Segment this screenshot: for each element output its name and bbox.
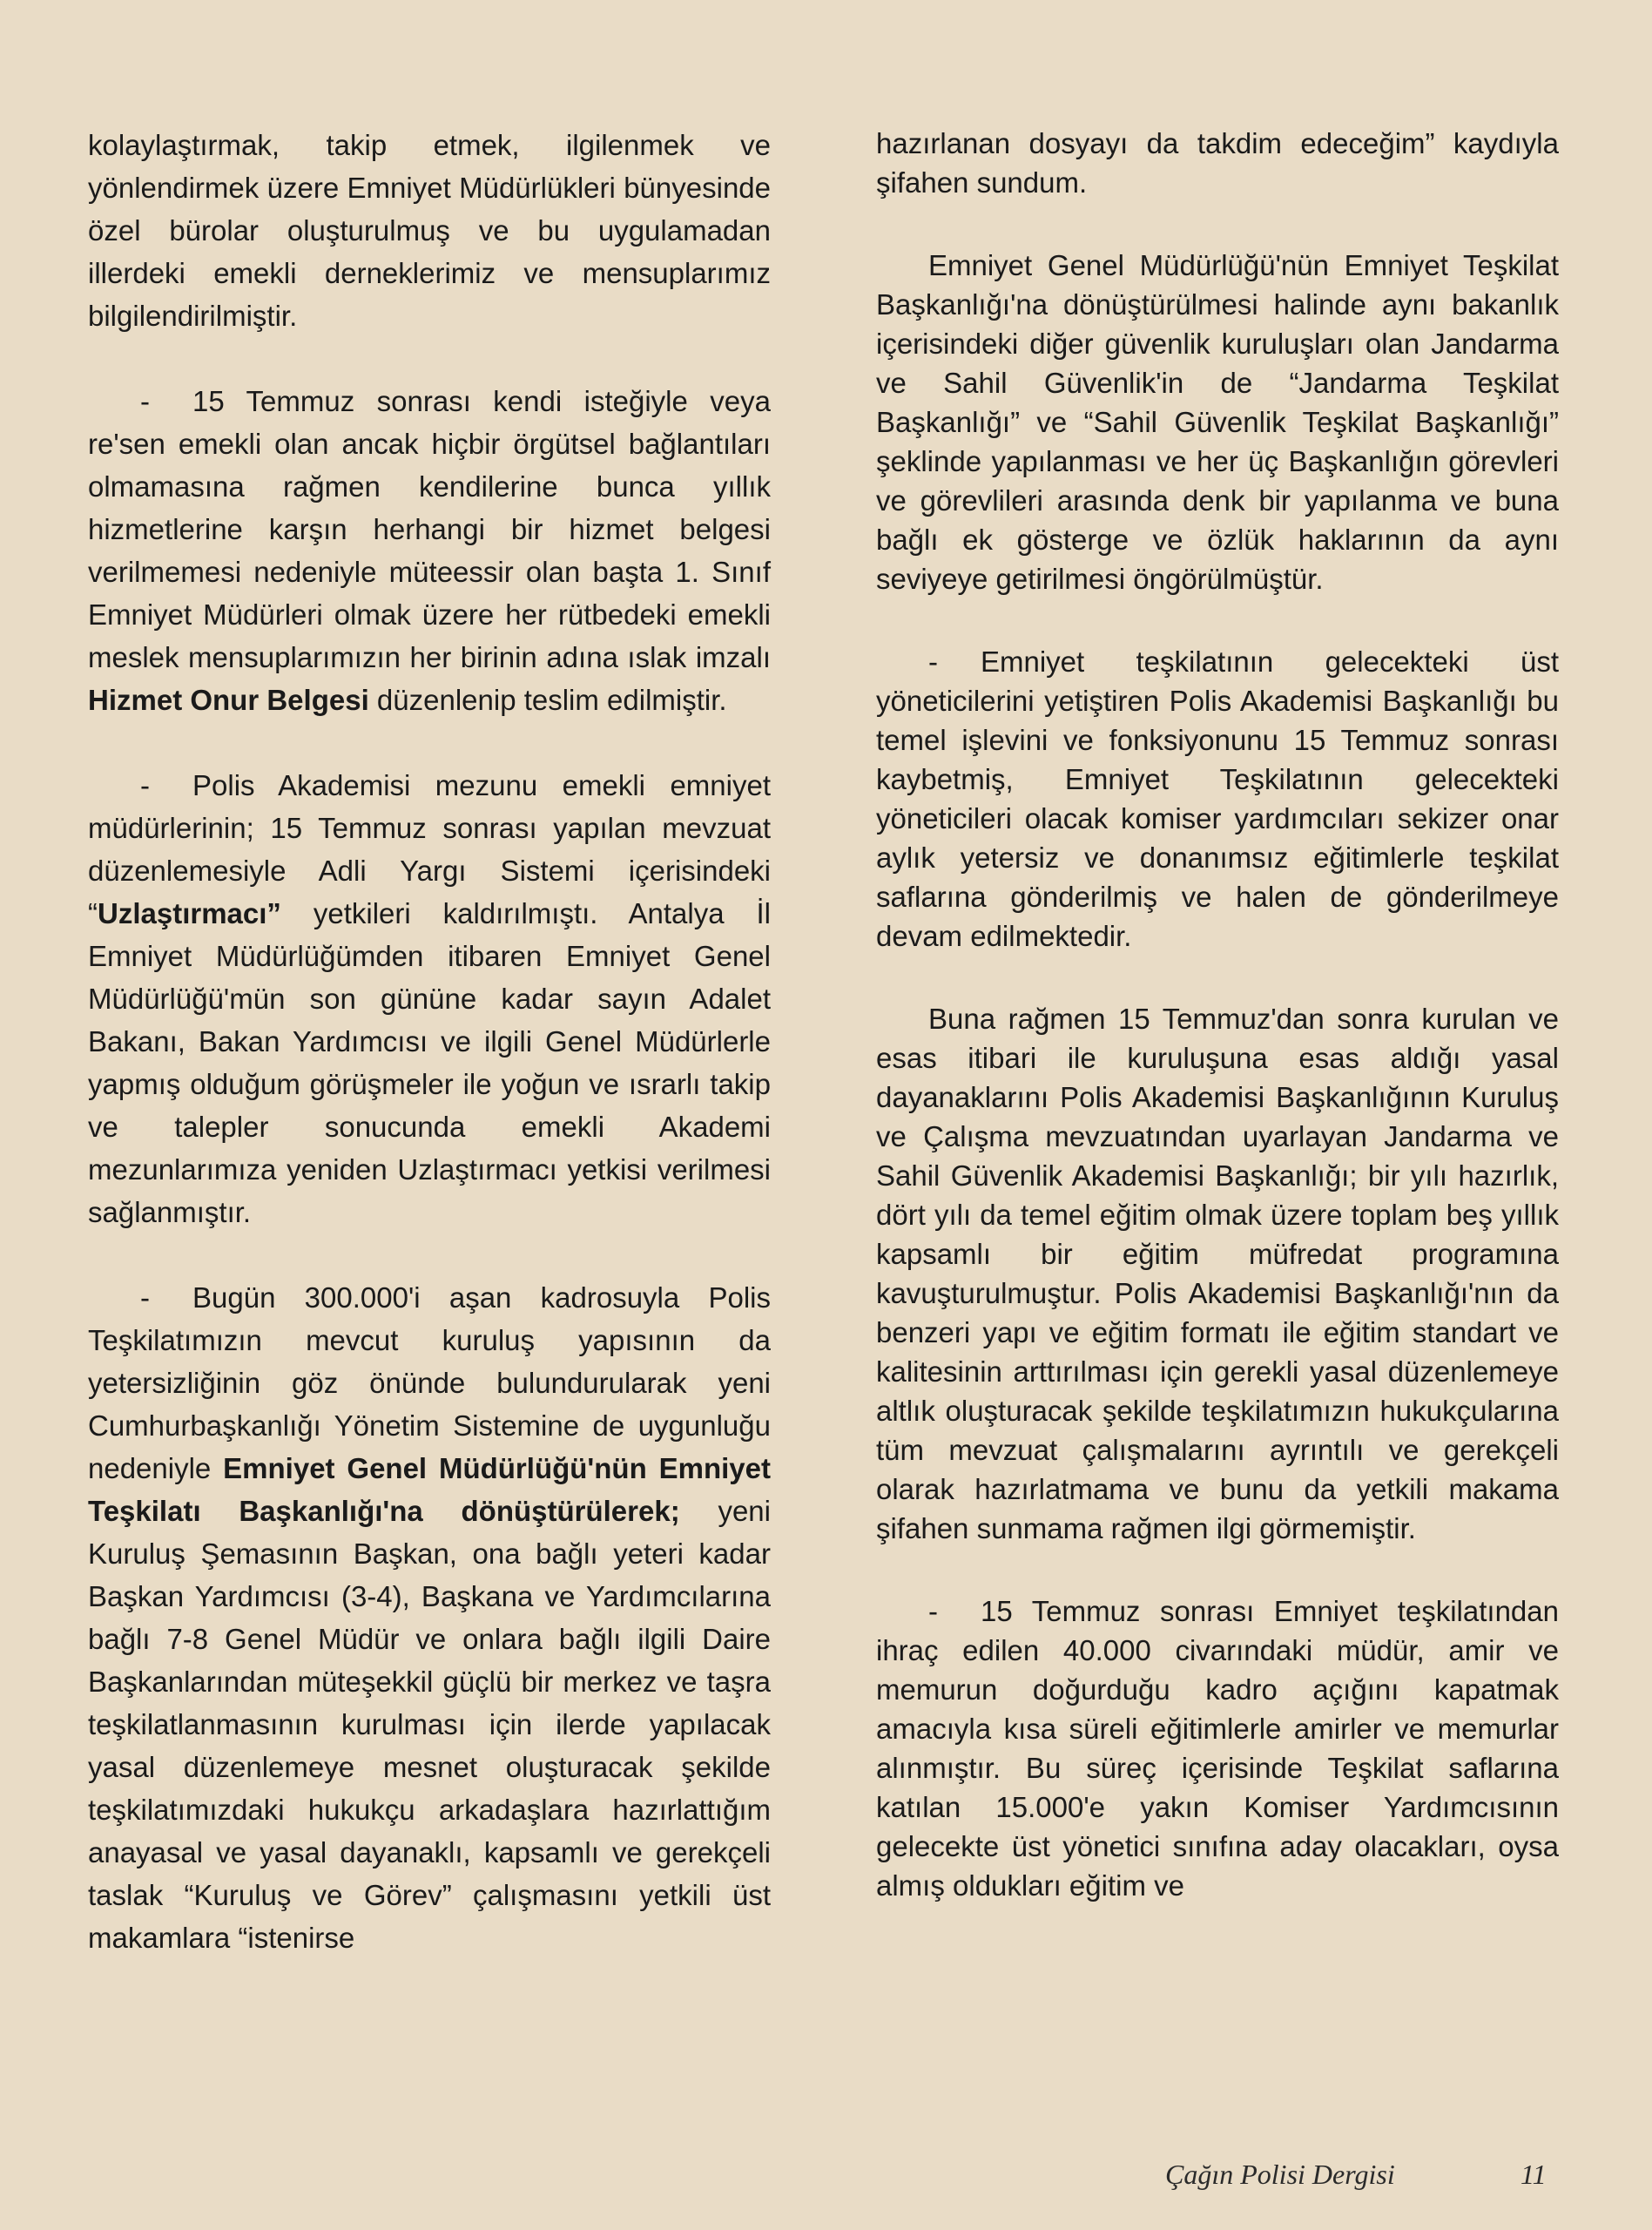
bold-text: Emniyet Genel Müdürlüğü'nün Emniyet Teşkilatı Başkanlığı'na dönüştürülerek; — [88, 1452, 771, 1527]
bullet-dash: - — [140, 385, 150, 417]
paragraph-text: 15 Temmuz sonrası Emniyet teşkilatından ihraç edilen 40.000 civarındaki müdür, amir ve memurun doğurduğu kadro açığını kapatmak amacıyla kısa süreli eğitimlerle amirler ve memurlar alınmıştır. Bu süreç içerisinde Teşkilat saflarına katılan 15.000'e yakın Komiser Yardımcısının gelecekte üst yönetici sınıfına aday olacakları, oysa almış oldukları eğitim ve — [876, 1595, 1559, 1902]
paragraph-text: Emniyet teşkilatının gelecekteki üst yöneticilerini yetiştiren Polis Akademisi Başkanlığı bu temel işlevini ve fonksiyonunu 15 Temmuz sonrası kaybetmiş, Emniyet Teşkilatının gelecekteki yöneticileri olacak komiser yardımcıları sekizer onar aylık yetersiz ve donanımsız eğitimlerle teşkilat saflarına gönderilmiş ve halen de gönderilmeye devam edilmektedir. — [876, 645, 1559, 952]
magazine-title: Çağın Polisi Dergisi — [1165, 2159, 1395, 2190]
bullet-dash: - — [928, 1595, 938, 1627]
paragraph-text: Polis Akademisi mezunu emekli emniyet müdürlerinin; 15 Temmuz sonrası yapılan mevzuat düzenlemesiyle Adli Yargı Sistemi içerisindeki “ — [88, 769, 771, 929]
paragraph-text: yeni Kuruluş Şemasının Başkan, ona bağlı yeteri kadar Başkan Yardımcısı (3-4), Başkana ve Yardımcılarına bağlı 7-8 Genel Müdür ve onlara bağlı ilgili Daire Başkanlarından müteşekkil güçlü bir merkez ve taşra teşkilatlanmasının kurulması için ilerde yapılacak yasal düzenlemeye mesnet oluşturacak şekilde teşkilatımızdaki hukukçu arkadaşlara hazırlattığım anayasal ve yasal dayanaklı, kapsamlı ve gerekçeli taslak “Kuruluş ve Görev” çalışmasını yetkili üst makamlara “istenirse — [88, 1495, 771, 1954]
left-column — [88, 124, 771, 2002]
paragraph — [876, 999, 1559, 1548]
bullet-paragraph — [876, 1591, 1559, 1905]
paragraph-text: Emniyet Genel Müdürlüğü'nün Emniyet Teşkilat Başkanlığı'na dönüştürülmesi halinde aynı bakanlık içerisindeki diğer güvenlik kuruluşları olan Jandarma ve Sahil Güvenlik'in de “Jandarma Teşkilat Başkanlığı” ve “Sahil Güvenlik Teşkilat Başkanlığı” şeklinde yapılanması ve her üç Başkanlığın görevleri ve görevlileri arasında denk bir yapılanma ve buna bağlı ek gösterge ve özlük haklarının da aynı seviyeye getirilmesi öngörülmüştür. — [876, 249, 1559, 595]
bold-text: Uzlaştırmacı” — [98, 897, 281, 929]
bullet-paragraph — [88, 764, 771, 1233]
paragraph — [876, 246, 1559, 598]
bullet-paragraph — [88, 380, 771, 721]
bold-text: Hizmet Onur Belgesi — [88, 684, 369, 716]
page-number: 11 — [1521, 2159, 1547, 2190]
paragraph-text: hazırlanan dosyayı da takdim edeceğim” kaydıyla şifahen sundum. — [876, 127, 1559, 199]
paragraph-text: Buna rağmen 15 Temmuz'dan sonra kurulan ve esas itibari ile kuruluşuna esas aldığı yasal dayanaklarını Polis Akademisi Başkanlığının Kuruluş ve Çalışma mevzuatından uyarlayan Jandarma ve Sahil Güvenlik Akademisi Başkanlığı; bir yılı hazırlık, dört yılı da temel eğitim olmak üzere toplam beş yıllık kapsamlı bir eğitim müfredat programına kavuşturulmuştur. Polis Akademisi Başkanlığı'nın da benzeri yapı ve eğitim formatı ile eğitim standart ve kalitesinin arttırılması için gerekli yasal düzenlemeye altlık oluşturacak şekilde teşkilatımızın hukukçularına tüm mevzuat çalışmalarını ayrıntılı ve gerekçeli olarak hazırlatmama ve bunu da yetkili makama şifahen sunmama rağmen ilgi görmemiştir. — [876, 1003, 1559, 1544]
paragraph — [876, 124, 1559, 202]
paragraph-text: yetkileri kaldırılmıştı. Antalya İl Emniyet Müdürlüğümden itibaren Emniyet Genel Müdürlüğü'mün son gününe kadar sayın Adalet Bakanı, Bakan Yardımcısı ve ilgili Genel Müdürlerle yapmış olduğum görüşmeler ile yoğun ve ısrarlı takip ve talepler sonucunda emekli Akademi mezunlarımıza yeniden Uzlaştırmacı yetkisi verilmesi sağlanmıştır. — [88, 897, 771, 1228]
bullet-paragraph — [88, 1276, 771, 1959]
bullet-dash: - — [928, 645, 938, 678]
bullet-paragraph — [876, 642, 1559, 956]
paragraph-text: kolaylaştırmak, takip etmek, ilgilenmek ve yönlendirmek üzere Emniyet Müdürlükleri bünyesinde özel bürolar oluşturulmuş ve bu uygulamadan illerdeki emekli derneklerimiz ve mensuplarımız bilgilendirilmiştir. — [88, 129, 771, 332]
paragraph-text: Bugün 300.000'i aşan kadrosuyla Polis Teşkilatımızın mevcut kuruluş yapısının da yetersizliğinin göz önünde bulundurularak yeni Cumhurbaşkanlığı Yönetim Sistemine de uygunluğu nedeniyle — [88, 1281, 771, 1484]
paragraph — [88, 124, 771, 337]
paragraph-text: 15 Temmuz sonrası kendi isteğiyle veya re'sen emekli olan ancak hiçbir örgütsel bağlantıları olmamasına rağmen kendilerine bunca yıllık hizmetlerine karşın herhangi bir hizmet belgesi verilmemesi nedeniyle müteessir olan başta 1. Sınıf Emniyet Müdürleri olmak üzere her rütbedeki emekli meslek mensuplarımızın her birinin adına ıslak imzalı — [88, 385, 771, 673]
right-column — [876, 124, 1559, 1949]
paragraph-text: düzenlenip teslim edilmiştir. — [376, 684, 727, 716]
bullet-dash: - — [140, 769, 150, 801]
bullet-dash: - — [140, 1281, 150, 1314]
